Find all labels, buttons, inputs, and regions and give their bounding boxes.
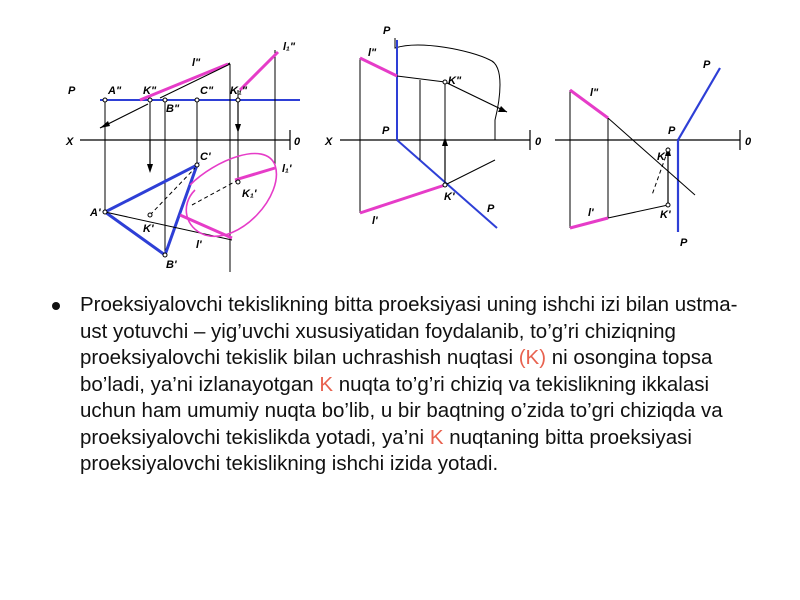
label-o: 0 — [294, 136, 301, 148]
label-x: X — [66, 136, 74, 148]
label-b2: B" — [166, 103, 180, 115]
label-l2: l" — [368, 47, 377, 59]
label-a2: A" — [108, 85, 122, 97]
label-k1: K' — [444, 191, 455, 203]
paragraph-seg2: ni osongina topsa bo’ladi, ya’ni izlanayotgan — [80, 346, 713, 396]
label-l1-1: l₁' — [282, 163, 292, 175]
paragraph-k-b: K — [319, 372, 334, 396]
label-c1: C' — [200, 151, 211, 163]
label-pv-p: P — [68, 85, 76, 97]
label-b1: B' — [166, 259, 177, 271]
bullet-dot — [52, 302, 60, 310]
label-l1-2: l₁" — [283, 41, 296, 53]
geometry-figures — [0, 0, 800, 290]
label-pv: P — [383, 25, 391, 37]
label-k1b: K₁" — [230, 85, 248, 97]
label-c2: C" — [200, 85, 214, 97]
paragraph-k-c: K — [429, 425, 444, 449]
label-o: 0 — [745, 136, 752, 148]
label-k2: K" — [657, 151, 671, 163]
label-o: 0 — [535, 136, 542, 148]
label-x: X — [325, 136, 333, 148]
label-px: P — [382, 125, 390, 137]
paragraph-k-a: (K) — [518, 346, 547, 369]
label-k2: K" — [448, 75, 462, 87]
label-k1: K' — [660, 209, 671, 221]
figure-2 — [324, 25, 542, 228]
bullet-paragraph — [52, 292, 752, 478]
label-ph: P — [680, 237, 688, 249]
label-l1: l' — [588, 207, 594, 219]
label-kk1: K₁' — [242, 188, 257, 200]
label-pv: P — [703, 59, 711, 71]
paragraph-seg3: nuqta to’g’ri chiziq va tekislikning ikkalasi uchun ham umumiy nuqta bo’lib, u bir baqtning o’zida to’gri chiziqda va proeksiyalovchi tekislikda yotadi, ya’ni — [80, 372, 723, 449]
paragraph-text — [80, 292, 752, 478]
label-l2: l" — [590, 87, 599, 99]
figure-3 — [555, 59, 752, 249]
label-l1: l' — [372, 215, 378, 227]
label-k1: K' — [143, 223, 154, 235]
label-a1: A' — [90, 207, 101, 219]
label-l1: l' — [196, 239, 202, 251]
label-l2: l" — [192, 57, 201, 69]
paragraph-seg1: Proeksiyalovchi tekislikning bitta proeksiyasi uning ishchi izi bilan ustma-ust yotuvchi – yig’uvchi xususiyatidan foydalanib, to’g’ri chiziqning proeksiyalovchi tekislik bilan uchrashish nuqtasi — [80, 293, 738, 369]
paragraph-seg4: nuqtaning bitta proeksiyasi proeksiyalovchi tekislikning ishchi izida yotadi. — [80, 425, 692, 475]
label-k2: K" — [143, 85, 157, 97]
label-ph: P — [487, 203, 495, 215]
label-px: P — [668, 125, 676, 137]
figure-1 — [65, 41, 301, 272]
